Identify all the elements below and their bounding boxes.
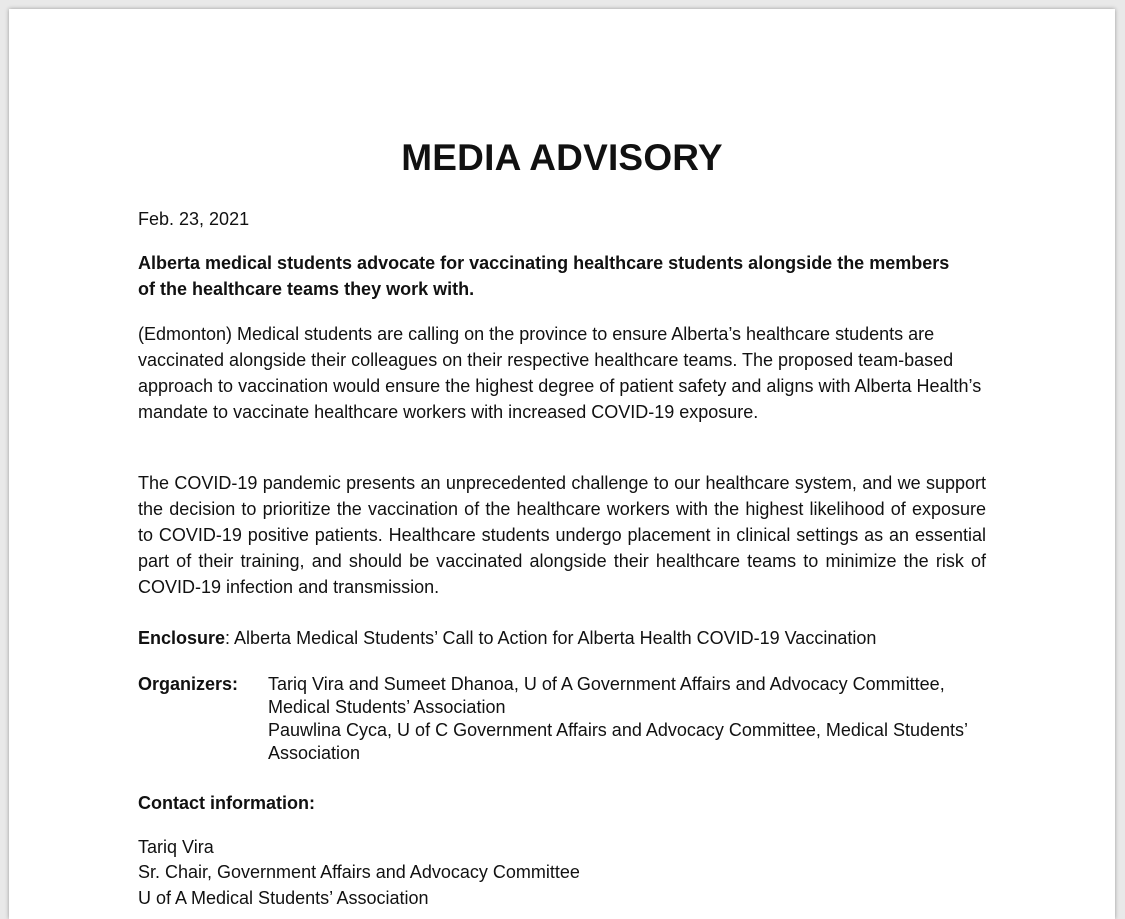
enclosure-label: Enclosure	[138, 628, 226, 648]
organizers-block	[138, 673, 968, 765]
contact-name: Tariq Vira	[138, 837, 214, 857]
paragraph-2: The COVID-19 pandemic presents an unprecedented challenge to our healthcare system, and we support the decision to prioritize the vaccination of the healthcare workers with the highest likelihood of exposure to COVID-19 positive patients. Healthcare students undergo placement in clinical settings as an essential part of their training, and should be vaccinated alongside their healthcare teams to minimize the risk of COVID-19 infection and transmission.	[138, 473, 986, 597]
enclosure-line	[138, 625, 988, 651]
date: Feb. 23, 2021	[138, 209, 250, 229]
document-page	[9, 9, 1115, 919]
organizer-entry-2: Pauwlina Cyca, U of C Government Affairs and Advocacy Committee, Medical Students’ Association	[268, 720, 968, 763]
contact-organization: U of A Medical Students’ Association	[138, 888, 429, 908]
enclosure-text: : Alberta Medical Students’ Call to Action for Alberta Health COVID-19 Vaccination	[225, 628, 877, 648]
organizer-entry-1: Tariq Vira and Sumeet Dhanoa, U of A Government Affairs and Advocacy Committee, Medical Students’ Association	[268, 674, 945, 717]
contact-role: Sr. Chair, Government Affairs and Advocacy Committee	[138, 862, 580, 882]
organizers-list	[268, 673, 968, 765]
organizers-label: Organizers:	[138, 674, 239, 694]
paragraph-1: (Edmonton) Medical students are calling on the province to ensure Alberta’s healthcare students are vaccinated alongside their colleagues on their respective healthcare teams. The proposed team-based approach to vaccination would ensure the highest degree of patient safety and aligns with Alberta Health’s mandate to vaccinate healthcare workers with increased COVID-19 exposure.	[138, 324, 982, 422]
document-title: MEDIA ADVISORY	[401, 137, 723, 178]
contact-heading: Contact information:	[138, 793, 315, 813]
headline: Alberta medical students advocate for vaccinating healthcare students alongside the members of the healthcare teams they work with.	[138, 253, 950, 299]
